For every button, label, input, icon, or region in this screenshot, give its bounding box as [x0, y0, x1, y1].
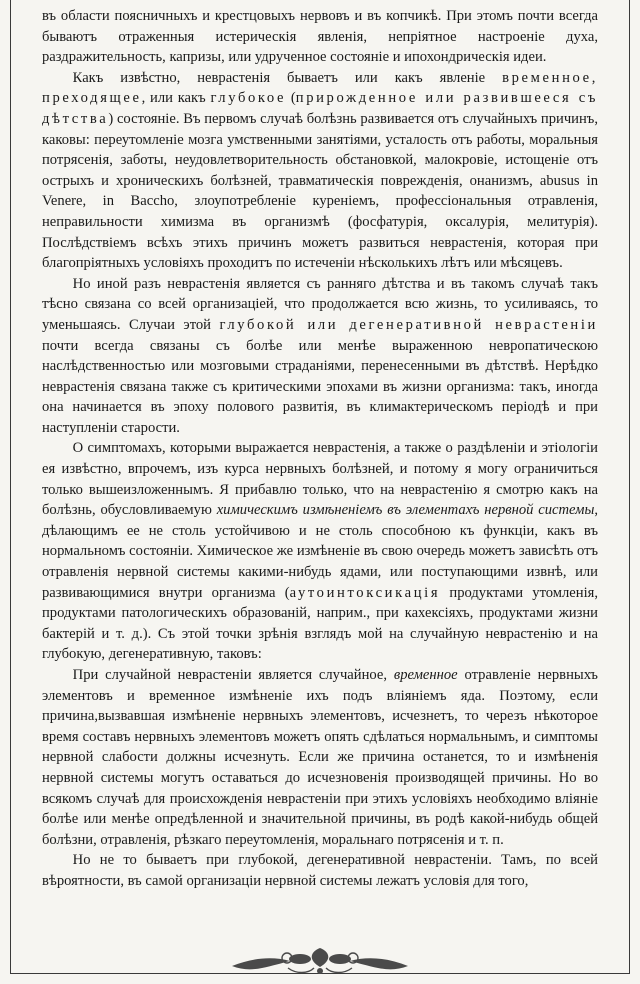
spaced-emphasis-temporary: временное, преходящее [42, 69, 598, 107]
paragraph-2-text: ( [286, 90, 296, 107]
paragraph-4-text: О симптомахъ, которыми выражается неврастенія, а также о раздѣленіи и этіологіи ея извѣстно, впрочемъ, изъ курса нервныхъ болѣзней, и потому я могу ограничиться только вышеизложеннымъ. Я прибавлю только, что на неврастенію я смотрю какъ на болѣзнь, обусловливаемую [42, 440, 598, 519]
paragraph-5 [42, 665, 598, 850]
spaced-emphasis-degenerative: глубокой или дегенеративной неврастеніи [219, 316, 598, 333]
footer-ornament [0, 946, 640, 978]
paragraph-2-text: Какъ извѣстно, неврастенія бываетъ или какъ явленіе [72, 69, 503, 86]
spaced-emphasis-deep: глубокое [210, 90, 287, 107]
paragraph-4 [42, 438, 598, 665]
italic-emphasis-chemical-change: химическимъ измѣненіемъ въ элементахъ нервной системы [216, 502, 595, 519]
italic-emphasis-temporary: временное [393, 667, 458, 683]
ornament-left-curl [288, 968, 314, 973]
ornament-left-scroll [232, 958, 290, 969]
paragraph-1-text: въ области поясничныхъ и крестцовыхъ нервовъ и въ копчикѣ. При этомъ почти всегда бываютъ отраженныя истерическія явленія, непріятное настроеніе духа, раздражительность, капризы, или удрученное состояніе и ипохондрическія идеи. [42, 8, 598, 66]
paragraph-6 [42, 850, 598, 891]
spaced-emphasis-autointoxication: аутоинтоксикація [289, 584, 441, 601]
paragraph-3 [42, 274, 598, 439]
paragraph-5-text: При случайной неврастеніи является случайное, [72, 667, 394, 683]
paragraph-2-text: , или какъ [141, 90, 211, 107]
paragraph-1 [42, 6, 598, 68]
ornament-center-dot [317, 968, 323, 974]
paragraph-2-text: ) состояніе. Въ первомъ случаѣ болѣзнь развивается отъ случайныхъ причинъ, каковы: переутомленіе мозга умственными занятіями, усталость отъ работы, моральныя потрясенія, заботы, неудовлетворительность обстановкой, малокровіе, истощеніе отъ острыхъ и хроническихъ болѣзней, травматическія поврежденія, онанизмъ, abusus in Venere, in Baccho, злоупотребленіе куреніемъ, профессіональныя отравленія, неправильности химизма въ организмѣ (фосфатурія, оксалурія, мелитурія). Послѣдствіемъ всѣхъ этихъ причинъ можетъ развиться неврастенія, которая при благопріятныхъ условіяхъ проходитъ по истеченіи нѣсколькихъ лѣтъ или мѣсяцевъ. [42, 110, 598, 272]
paragraph-5-text: отравленіе нервныхъ элементовъ и временное измѣненіе ихъ подъ вліяніемъ яда. Поэтому, если причина,вызвавшая измѣненіе нервныхъ элементовъ, исчезнетъ, то черезъ нѣкоторое время составъ нервныхъ элементовъ можетъ опять сдѣлаться нормальнымъ, и симптомы нервной слабости должны исчезнуть. Если же причина останется, то и измѣненія нервной системы могутъ оставаться до исчезновенія производящей причины. Но во всякомъ случаѣ для происхожденія неврастеніи при этихъ условіяхъ необходимо вліяніе болѣе или менѣе опредѣленной и значительной причины, въ родѣ какой-нибудь общей болѣзни, отравленія, рѣзкаго переутомленія, моральнаго потрясенія и т. п. [42, 667, 598, 848]
paragraph-6-text: Но не то бываетъ при глубокой, дегенеративной неврастеніи. Тамъ, по всей вѣроятности, въ самой организаціи нервной системы лежатъ условія для того, [42, 852, 598, 889]
paragraph-3-text: почти всегда связаны съ болѣе или менѣе выраженною невропатическою наслѣдственностью или мозговыми страданіями, перенесенными въ дѣтствѣ. Нерѣдко неврастенія связана также съ критическими эпохами въ жизни организма: такъ, иногда она начинается въ эпоху полового развитія, въ климактерическомъ періодѣ и при наступленіи старости. [42, 337, 598, 436]
ornament-right-scroll [350, 958, 408, 969]
ornament-right-curl [326, 968, 352, 973]
body-text [42, 6, 598, 892]
paragraph-3-text: Но иной разъ неврастенія является съ ранняго дѣтства и въ такомъ случаѣ такъ тѣсно связана со всей организаціей, что продолжается всю жизнь, то усиливаясь, то уменьшаясь. Случаи этой [42, 275, 598, 333]
paragraph-4-text: продуктами утомленія, продуктами патологическихъ образованій, наприм., при кахексіяхъ, продуктами жизни бактерій и т. д.). Съ этой точки зрѣнія взглядъ мой на случайную неврастенію и на глубокую, дегенеративную, таковъ: [42, 584, 598, 663]
ornament-center-flourish [312, 948, 329, 967]
spaced-emphasis-innate: прирожденное или развившееся съ дѣтства [42, 90, 598, 127]
paragraph-4-text: , дѣлающимъ ее не столь устойчивою и не столь способною къ функціи, какъ въ нормальномъ состояніи. Химическое же измѣненіе въ свою очередь можетъ зависѣть отъ отравленія нервной системы какими-нибудь ядами, или поступающими извнѣ, или развивающимися внутри организма ( [42, 502, 599, 601]
paragraph-2 [42, 68, 598, 274]
